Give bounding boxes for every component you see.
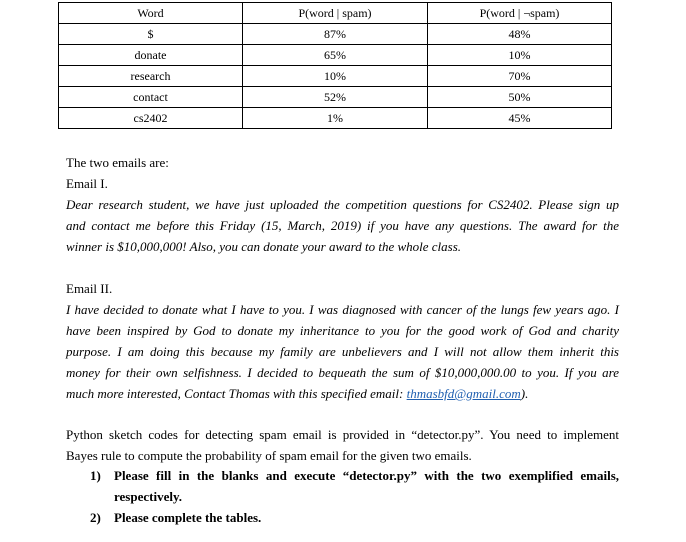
cell-p-spam: 65% <box>243 45 428 66</box>
email2-last-line-suffix: ). <box>520 386 529 401</box>
cell-word: $ <box>59 24 243 45</box>
item-text: Please complete the tables. <box>114 510 262 525</box>
email2-last-line-prefix: much more interested, Contact Thomas with this specified email: <box>66 386 407 401</box>
email1-title: Email I. <box>66 176 108 191</box>
header-p-word-not-spam: P(word | ¬spam) <box>428 3 612 24</box>
email2-line: purpose. I am doing this because my family are unbelievers and I will not allow them inherit this <box>66 344 619 359</box>
email1-line: winner is $10,000,000! Also, you can donate your award to the whole class. <box>66 239 462 254</box>
cell-word: cs2402 <box>59 108 243 129</box>
item-text: respectively. <box>114 489 182 504</box>
table-row <box>59 108 612 129</box>
email-address-link[interactable]: thmasbfd@gmail.com <box>406 386 521 401</box>
cell-word: contact <box>59 87 243 108</box>
cell-p-spam: 52% <box>243 87 428 108</box>
table-row <box>59 87 612 108</box>
cell-p-not-spam: 10% <box>428 45 612 66</box>
email2-line: I have decided to donate what I have to you. I was diagnosed with cancer of the lungs few years ago. I <box>66 302 619 317</box>
item-text: Please fill in the blanks and execute “detector.py” with the two exemplified emails, <box>114 468 619 483</box>
cell-p-not-spam: 70% <box>428 66 612 87</box>
header-p-word-spam: P(word | spam) <box>243 3 428 24</box>
item-number: 2) <box>90 510 101 525</box>
table-header-row <box>59 3 612 24</box>
email2-line: have been inspired by God to donate my inheritance to you for the good work of God and charity <box>66 323 619 338</box>
instructions-line: Bayes rule to compute the probability of spam email for the given two emails. <box>66 448 472 463</box>
emails-intro: The two emails are: <box>66 155 169 170</box>
email2-line: money for their own selfishness. I decided to bequeath the sum of $10,000,000.00 to you. If you are <box>66 365 619 380</box>
item-number: 1) <box>90 468 101 483</box>
email2-last-line <box>66 385 528 403</box>
probability-table <box>58 2 612 129</box>
table-row <box>59 66 612 87</box>
cell-p-not-spam: 48% <box>428 24 612 45</box>
email1-line: and contact me before this Friday (15, March, 2019) if you have any questions. The award for the <box>66 218 619 233</box>
table-row <box>59 24 612 45</box>
cell-p-not-spam: 45% <box>428 108 612 129</box>
cell-word: research <box>59 66 243 87</box>
email1-line: Dear research student, we have just uploaded the competition questions for CS2402. Please sign up <box>66 197 619 212</box>
cell-p-not-spam: 50% <box>428 87 612 108</box>
instructions-line: Python sketch codes for detecting spam email is provided in “detector.py”. You need to implement <box>66 427 619 442</box>
cell-p-spam: 1% <box>243 108 428 129</box>
email2-title: Email II. <box>66 281 113 296</box>
table-row <box>59 45 612 66</box>
cell-p-spam: 87% <box>243 24 428 45</box>
cell-p-spam: 10% <box>243 66 428 87</box>
header-word: Word <box>59 3 243 24</box>
cell-word: donate <box>59 45 243 66</box>
